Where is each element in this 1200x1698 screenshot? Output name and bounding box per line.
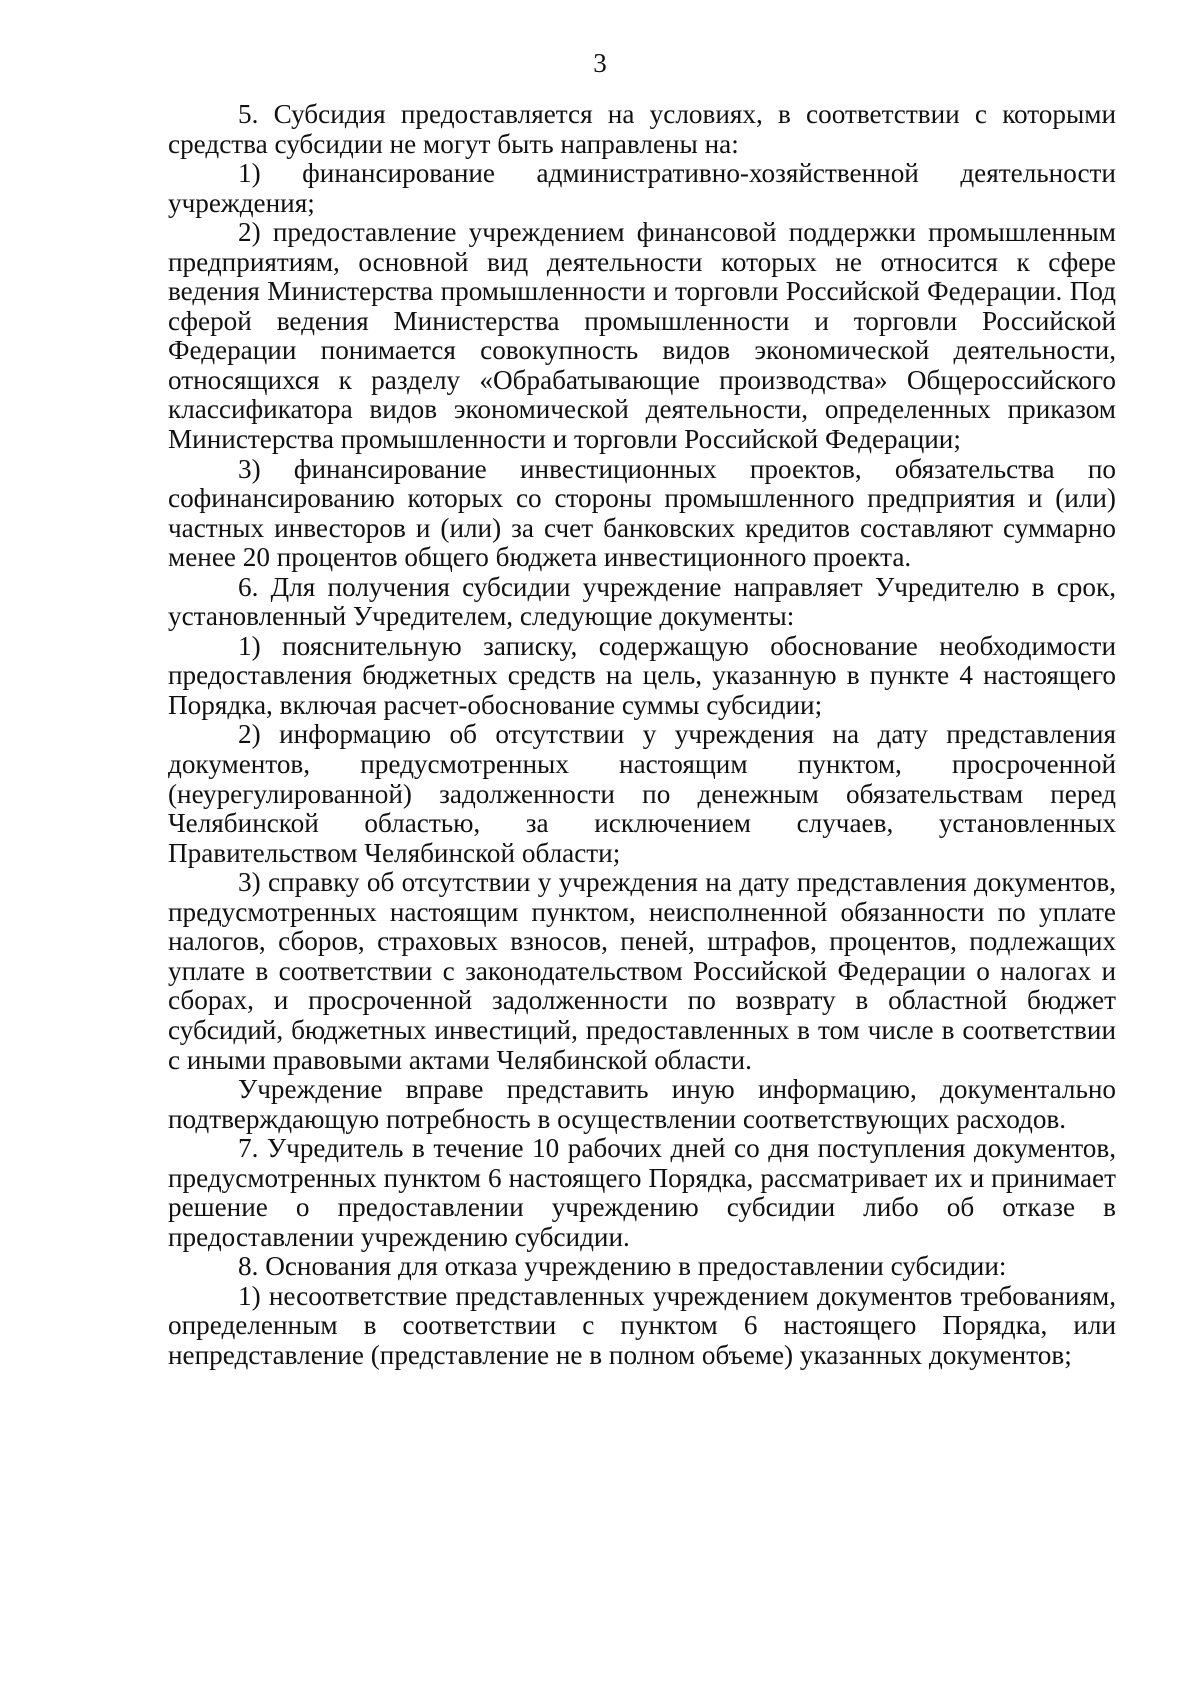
paragraph-6-note: Учреждение вправе представить иную информацию, документально подтверждающую потребность в осуществлении соответствующих расходов.	[168, 1074, 1116, 1134]
paragraph-5: 5. Субсидия предоставляется на условиях, в соответствии с которыми средства субсидии не могут быть направлены на:	[168, 99, 1116, 159]
paragraph-6-item-3: 3) справку об отсутствии у учреждения на дату представления документов, предусмотренных настоящим пунктом, неисполненной обязанности по уплате налогов, сборов, страховых взносов, пеней, штрафов, процентов, подлежащих уплате в соответствии с законодательством Российской Федерации о налогах и сборах, и просроченной задолженности по возврату в областной бюджет субсидий, бюджетных инвестиций, предоставленных в том числе в соответствии с иными правовыми актами Челябинской области.	[168, 867, 1116, 1075]
paragraph-6-item-2: 2) информацию об отсутствии у учреждения на дату представления документов, предусмотренных настоящим пунктом, просроченной (неурегулированной) задолженности по денежным обязательствам перед Челябинской областью, за исключением случаев, установленных Правительством Челябинской области;	[168, 719, 1116, 868]
paragraph-6: 6. Для получения субсидии учреждение направляет Учредителю в срок, установленный Учредителем, следующие документы:	[168, 571, 1116, 632]
paragraph-6-item-1: 1) пояснительную записку, содержащую обоснование необходимости предоставления бюджетных средств на цель, указанную в пункте 4 настоящего Порядка, включая расчет-обоснование суммы субсидии;	[168, 630, 1116, 720]
paragraph-8: 8. Основания для отказа учреждению в предоставлении субсидии:	[238, 1251, 1007, 1282]
paragraph-5-item-1: 1) финансирование административно-хозяйственной деятельности учреждения;	[168, 158, 1116, 218]
paragraph-7: 7. Учредитель в течение 10 рабочих дней со дня поступления документов, предусмотренных пунктом 6 настоящего Порядка, рассматривает их и принимает решение о предоставлении учреждению субсидии либо об отказе в предоставлении учреждению субсидии.	[168, 1133, 1116, 1252]
page-number: 3	[593, 48, 607, 78]
paragraph-5-item-3: 3) финансирование инвестиционных проектов, обязательства по софинансированию которых со стороны промышленного предприятия и (или) частных инвесторов и (или) за счет банковских кредитов составляют суммарно менее 20 процентов общего бюджета инвестиционного проекта.	[168, 453, 1116, 573]
paragraph-5-item-2: 2) предоставление учреждением финансовой поддержки промышленным предприятиям, основной вид деятельности которых не относится к сфере ведения Министерства промышленности и торговли Российской Федерации. Под сферой ведения Министерства промышленности и торговли Российской Федерации понимается совокупность видов экономической деятельности, относящихся к разделу «Обрабатывающие производства» Общероссийского классификатора видов экономической деятельности, определенных приказом Министерства промышленности и торговли Российской Федерации;	[168, 217, 1116, 455]
paragraph-8-item-1: 1) несоответствие представленных учреждением документов требованиям, определенным в соответствии с пунктом 6 настоящего Порядка, или непредставление (представление не в полном объеме) указанных документов;	[168, 1280, 1116, 1370]
document-body	[168, 100, 1116, 1371]
